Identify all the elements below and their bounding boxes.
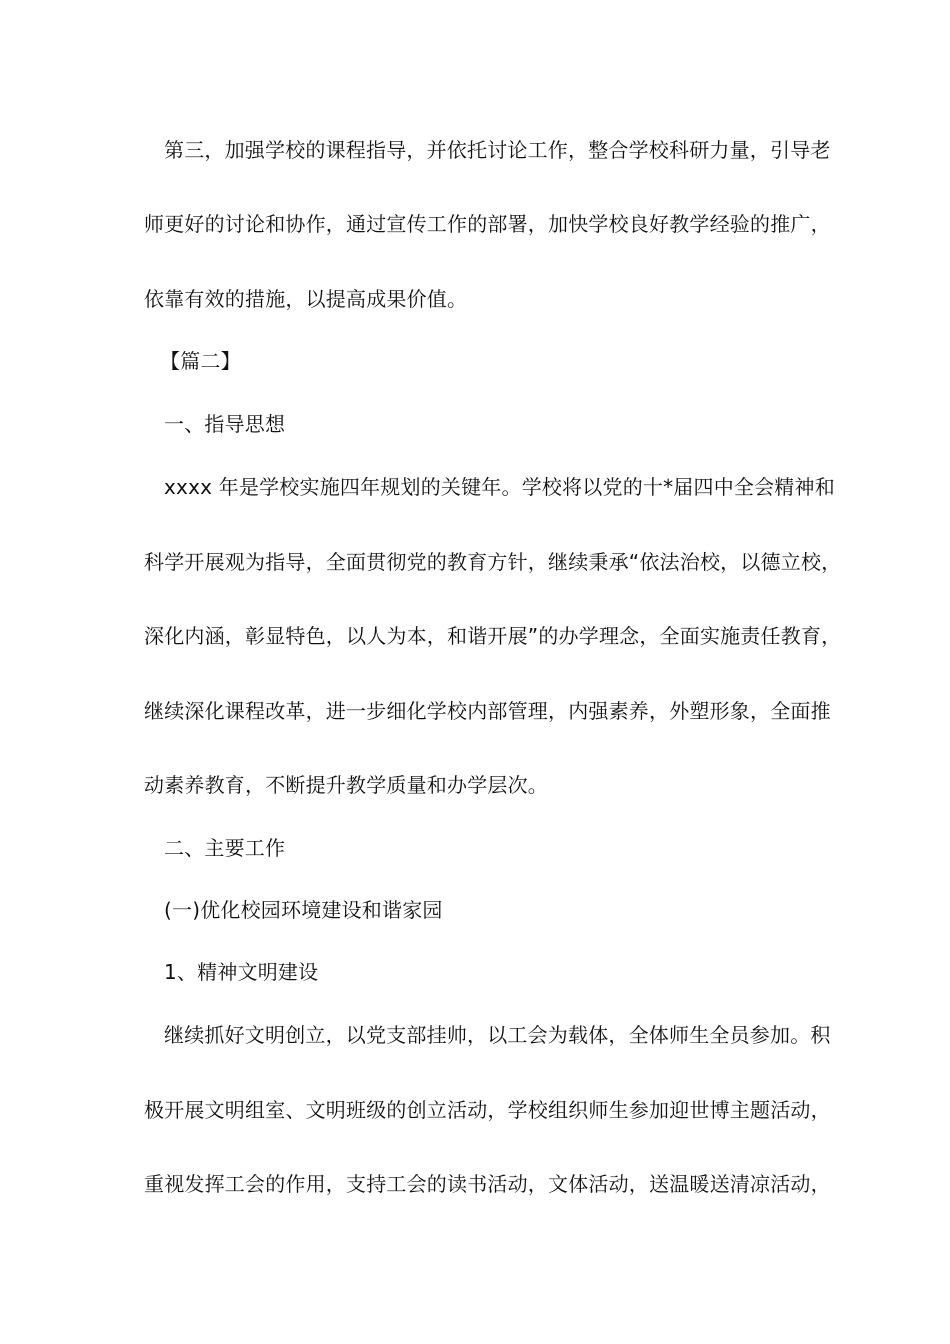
paragraph-line-7: 继续深化课程改革，进一步细化学校内部管理，内强素养，外塑形象，全面推	[144, 699, 831, 723]
subheading-campus-environment: (一)优化校园环境建设和谐家园	[164, 898, 443, 922]
paragraph-line-9: 继续抓好文明创立，以党支部挂帅，以工会为载体，全体师生全员参加。积	[164, 1023, 831, 1047]
section-heading-pian-er: 【篇二】	[160, 349, 241, 373]
paragraph-line-1: 第三，加强学校的课程指导，并依托讨论工作，整合学校科研力量，引导老	[164, 138, 831, 162]
paragraph-line-11: 重视发挥工会的作用，支持工会的读书活动，文体活动，送温暖送清凉活动，	[144, 1172, 831, 1196]
paragraph-line-10: 极开展文明组室、文明班级的创立活动，学校组织师生参加迎世博主题活动，	[144, 1098, 831, 1122]
heading-main-work: 二、主要工作	[164, 836, 286, 860]
paragraph-line-8: 动素养教育，不断提升教学质量和办学层次。	[144, 773, 548, 797]
paragraph-line-3: 依靠有效的措施，以提高成果价值。	[144, 287, 468, 311]
heading-guiding-thought: 一、指导思想	[164, 412, 286, 436]
paragraph-line-6: 深化内涵，彰显特色，以人为本，和谐开展”的办学理念，全面实施责任教育，	[144, 624, 842, 648]
paragraph-line-2: 师更好的讨论和协作，通过宣传工作的部署，加快学校良好教学经验的推广，	[144, 212, 831, 236]
paragraph-line-4: xxxx 年是学校实施四年规划的关键年。学校将以党的十*届四中全会精神和	[164, 475, 835, 499]
subheading-spiritual-civilization: 1、精神文明建设	[164, 960, 319, 984]
paragraph-line-5: 科学开展观为指导，全面贯彻党的教育方针，继续秉承“依法治校，以德立校，	[144, 550, 842, 574]
